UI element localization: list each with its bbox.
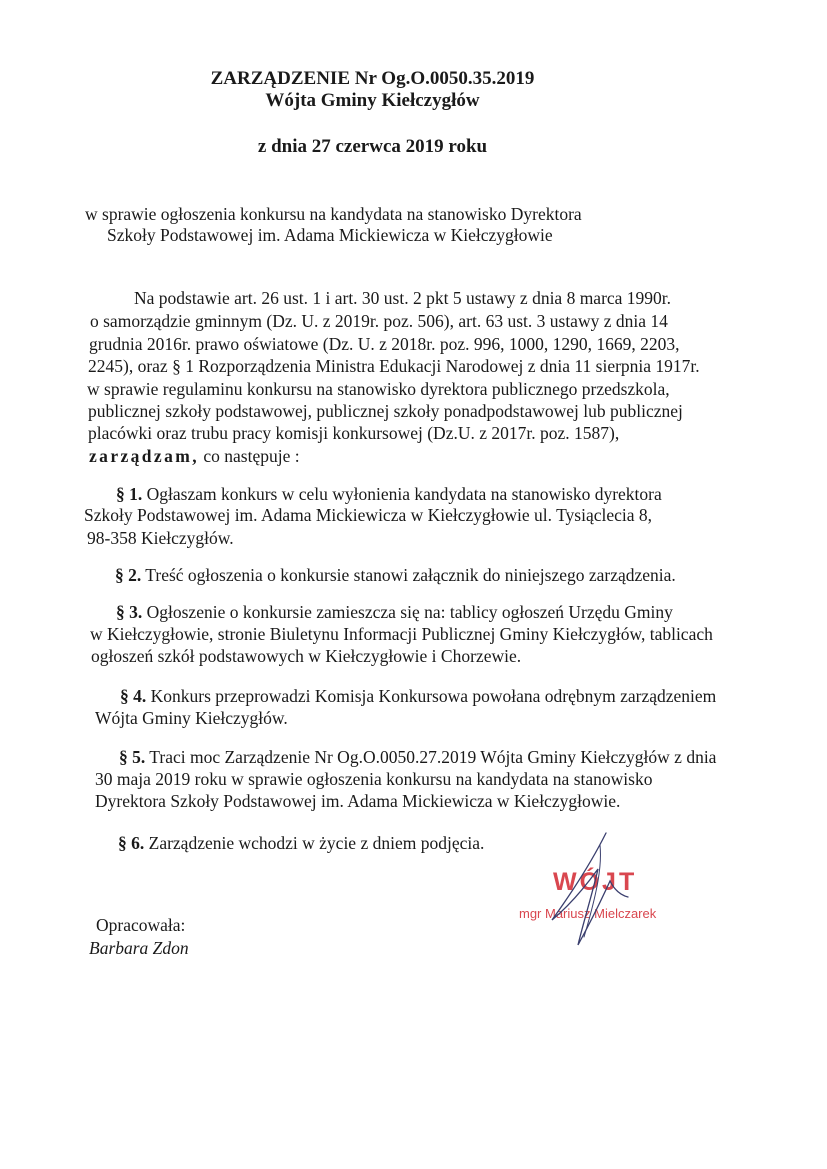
paragraph-4-line: Wójta Gminy Kiełczygłów. [95,708,288,728]
stamp-title: WÓJT [553,868,638,896]
subject-line: Szkoły Podstawowej im. Adama Mickiewicza w Kiełczygłowie [107,225,553,245]
paragraph-5 [119,746,716,768]
paragraph-3 [116,601,673,623]
paragraph-text: Zarządzenie wchodzi w życie z dniem podjęcia. [144,833,485,853]
paragraph-label: § 6. [118,833,145,853]
decree-line [89,445,300,467]
paragraph-1-line: 98-358 Kiełczygłów. [87,528,234,548]
prepared-name: Barbara Zdon [89,938,189,958]
paragraph-4 [120,685,716,707]
preamble-line: placówki oraz trubu pracy komisji konkursowej (Dz.U. z 2017r. poz. 1587), [88,423,620,443]
preamble-line: o samorządzie gminnym (Dz. U. z 2019r. poz. 506), art. 63 ust. 3 ustawy z dnia 14 [90,311,668,331]
document-title: ZARZĄDZENIE Nr Og.O.0050.35.2019 [210,68,535,89]
paragraph-text: Ogłaszam konkurs w celu wyłonienia kandydata na stanowisko dyrektora [142,484,662,504]
subject-line: w sprawie ogłoszenia konkursu na kandydata na stanowisko Dyrektora [85,204,582,224]
signature-icon [540,825,660,955]
paragraph-label: § 5. [119,747,146,767]
paragraph-label: § 2. [115,565,142,585]
document-authority: Wójta Gminy Kiełczygłów [265,90,480,111]
preamble-line: w sprawie regulaminu konkursu na stanowisko dyrektora publicznego przedszkola, [87,379,670,399]
paragraph-text: Traci moc Zarządzenie Nr Og.O.0050.27.2019 Wójta Gminy Kiełczygłów z dnia [145,747,717,767]
paragraph-label: § 1. [116,484,143,504]
paragraph-3-line: ogłoszeń szkół podstawowych w Kiełczygłowie i Chorzewie. [91,646,522,666]
decree-rest: co następuje : [199,446,300,466]
paragraph-6 [118,832,484,854]
paragraph-5-line: Dyrektora Szkoły Podstawowej im. Adama Mickiewicza w Kiełczygłowie. [95,791,621,811]
stamp-name: mgr Mariusz Mielczarek [519,906,657,921]
paragraph-3-line: w Kiełczygłowie, stronie Biuletynu Informacji Publicznej Gminy Kiełczygłów, tablicach [90,624,713,644]
preamble-line: publicznej szkoły podstawowej, publicznej szkoły ponadpodstawowej lub publicznej [88,401,683,421]
preamble-line: Na podstawie art. 26 ust. 1 i art. 30 ust. 2 pkt 5 ustawy z dnia 8 marca 1990r. [134,288,672,308]
paragraph-5-line: 30 maja 2019 roku w sprawie ogłoszenia konkursu na kandydata na stanowisko [95,769,653,789]
paragraph-1 [116,483,662,505]
paragraph-text: Ogłoszenie o konkursie zamieszcza się na: tablicy ogłoszeń Urzędu Gminy [142,602,673,622]
preamble-line: 2245), oraz § 1 Rozporządzenia Ministra Edukacji Narodowej z dnia 11 sierpnia 1917r. [88,356,700,376]
document-date: z dnia 27 czerwca 2019 roku [257,136,488,157]
paragraph-label: § 3. [116,602,143,622]
paragraph-text: Konkurs przeprowadzi Komisja Konkursowa powołana odrębnym zarządzeniem [146,686,717,706]
paragraph-2 [115,564,676,586]
paragraph-1-line: Szkoły Podstawowej im. Adama Mickiewicza w Kiełczygłowie ul. Tysiąclecia 8, [84,505,653,525]
decree-word: zarządzam, [89,446,200,466]
paragraph-label: § 4. [120,686,147,706]
prepared-label: Opracowała: [96,915,186,935]
preamble-line: grudnia 2016r. prawo oświatowe (Dz. U. z 2018r. poz. 996, 1000, 1290, 1669, 2203, [89,334,680,354]
paragraph-text: Treść ogłoszenia o konkursie stanowi załącznik do niniejszego zarządzenia. [141,565,676,585]
